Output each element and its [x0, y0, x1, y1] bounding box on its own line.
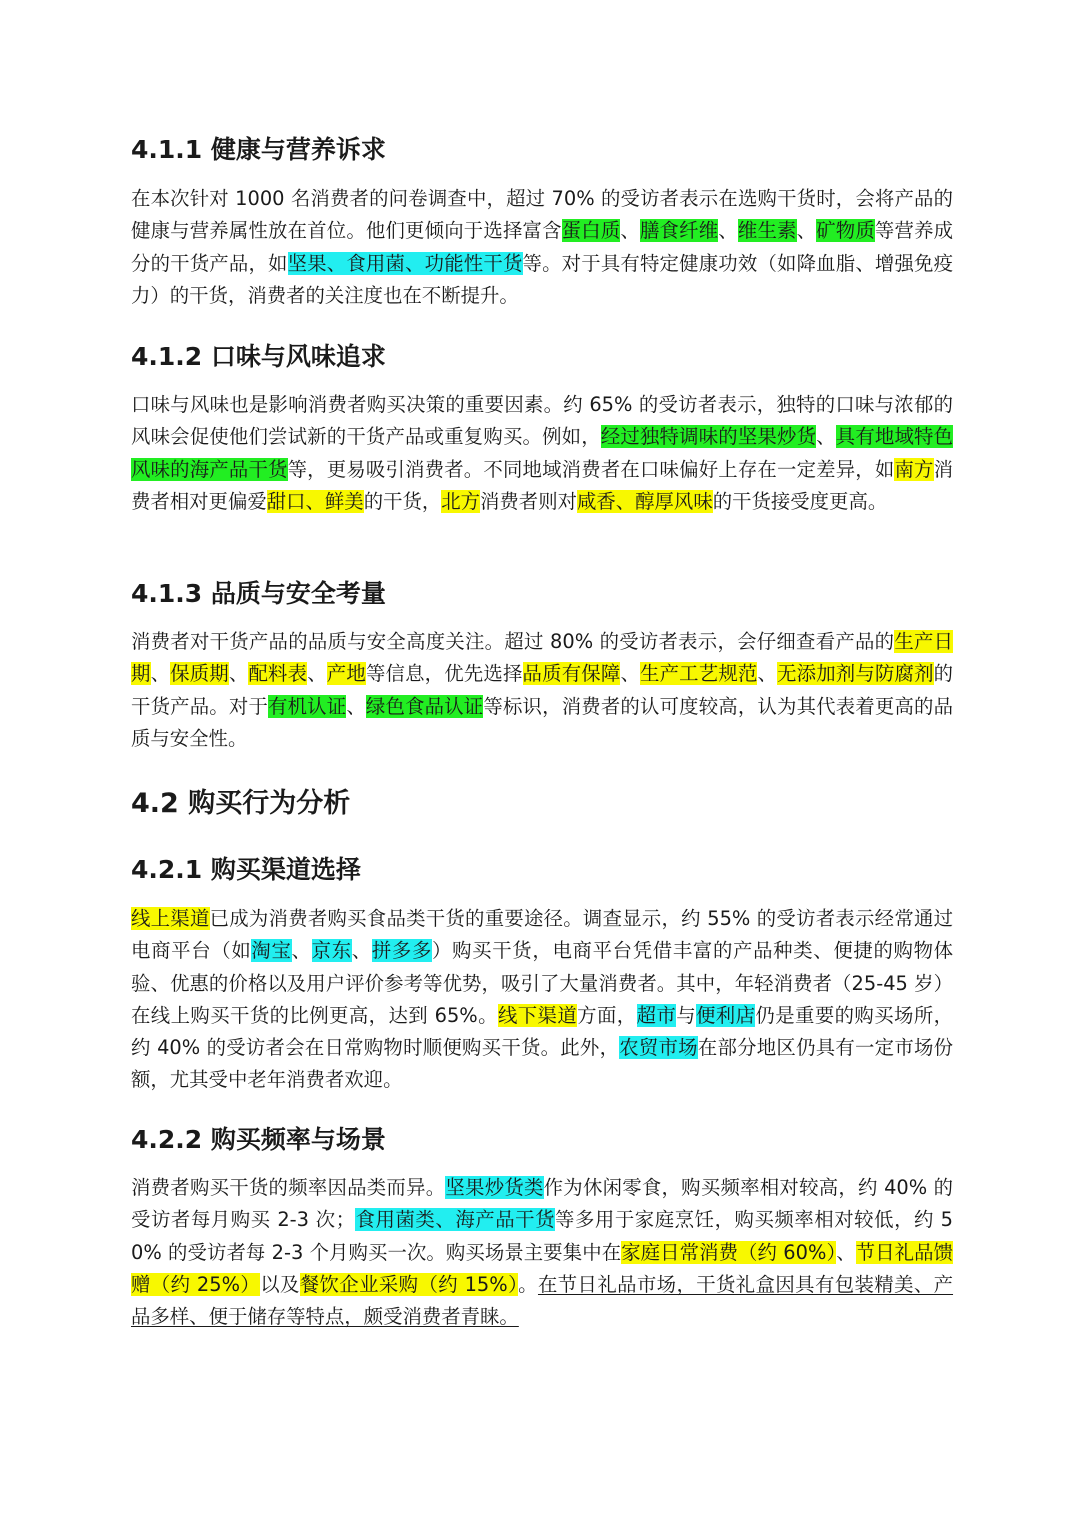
highlighted-term: 经过独特调味的坚果炒货: [600, 425, 817, 449]
section-heading-4-1-1: 4.1.1 健康与营养诉求: [131, 135, 386, 164]
section-paragraph-4-2-2: [131, 1172, 953, 1333]
highlighted-term: 咸香、醇厚风味: [576, 489, 713, 513]
text-run: 、: [307, 662, 327, 686]
highlighted-term: 矿物质: [816, 219, 875, 243]
text-run: 等营养成分的干货产品，如: [131, 219, 954, 275]
text-run: 、: [291, 939, 312, 963]
text-run: 方面，: [577, 1003, 637, 1027]
section-heading-4-1-3: 4.1.3 品质与安全考量: [131, 579, 386, 608]
text-run: 、: [228, 662, 249, 686]
highlighted-term: 拼多多: [371, 939, 433, 963]
text-run: 、: [757, 662, 778, 686]
highlighted-term: 无添加剂与防腐剂: [777, 662, 934, 686]
text-run: 作为休闲零食，购买频率相对较高，约 40% 的受访者每月购买 2-3 次；: [131, 1176, 954, 1232]
highlighted-term: 餐饮企业采购（约 15%）: [299, 1272, 519, 1296]
highlighted-term: 产地: [326, 662, 366, 686]
highlighted-term: 南方: [894, 457, 934, 481]
section-paragraph-4-2-1: [131, 903, 953, 1097]
text-run: 。: [518, 1272, 538, 1296]
highlighted-term: 有机认证: [268, 694, 347, 718]
highlighted-term: 线下渠道: [497, 1003, 578, 1027]
text-run: 、: [796, 219, 817, 243]
text-run: 在部分地区仍具有一定市场份额，尤其受中老年消费者欢迎。: [131, 1036, 954, 1092]
text-run: 等。对于具有特定健康功效（如降血脂、增强免疫力）的干货，消费者的关注度也在不断提升。: [131, 251, 954, 307]
highlighted-term: 北方: [441, 489, 481, 513]
section-heading-4-2-2: 4.2.2 购买频率与场景: [131, 1125, 386, 1154]
text-run: 消费者购买干货的频率因品类而异。: [131, 1176, 446, 1199]
highlighted-term: 京东: [311, 939, 352, 963]
text-run: 等多用于家庭烹饪，购买频率相对较低，约 50% 的受访者每 2-3 个月购买一次。购买场景主要集中在: [131, 1208, 954, 1264]
text-run: 、: [150, 662, 171, 686]
text-run: 、: [836, 1240, 856, 1264]
highlighted-term: 便利店: [696, 1003, 756, 1027]
section-heading-4-1-2: 4.1.2 口味与风味追求: [131, 342, 386, 371]
text-run: 已成为消费者购买食品类干货的重要途径。调查显示，约 55% 的受访者表示经常通过电商平台（如: [131, 907, 954, 963]
text-run: 消费者相对更偏爱: [131, 457, 954, 513]
text-run: 、: [351, 939, 372, 963]
highlighted-term: 蛋白质: [561, 219, 621, 243]
section-paragraph-4-1-2: [131, 389, 953, 518]
section-heading-4-2: 4.2 购买行为分析: [131, 788, 351, 819]
highlighted-term: 淘宝: [251, 939, 292, 963]
text-run: 的干货接受度更高。: [712, 489, 888, 513]
text-run: 、: [816, 425, 836, 449]
text-run: 等信息，优先选择: [365, 662, 523, 686]
text-run: 以及: [260, 1272, 300, 1296]
highlighted-term: 节日礼品馈赠（约 25%）: [131, 1240, 954, 1296]
text-run: 等，更易吸引消费者。不同地域消费者在口味偏好上存在一定差异，如: [287, 457, 895, 481]
highlighted-term: 具有地域特色风味的海产品干货: [131, 425, 954, 481]
text-run: 的干货产品。对于: [131, 662, 954, 718]
highlighted-term: 超市: [636, 1003, 677, 1027]
underlined-text: 在节日礼品市场，干货礼盒因具有包装精美、产品多样、便于储存等特点，颇受消费者青睐。: [131, 1272, 954, 1329]
text-run: 消费者对干货产品的品质与安全高度关注。超过 80% 的受访者表示，会仔细查看产品的: [131, 630, 895, 653]
highlighted-term: 生产日期: [131, 630, 954, 686]
highlighted-term: 生产工艺规范: [640, 662, 758, 686]
section-heading-4-2-1: 4.2.1 购买渠道选择: [131, 855, 361, 884]
highlighted-term: 坚果炒货类: [445, 1176, 544, 1199]
text-run: 、: [346, 694, 366, 718]
text-run: 、: [718, 219, 738, 243]
text-run: 口味与风味也是影响消费者购买决策的重要因素。约 65% 的受访者表示，独特的口味与浓郁的风味会促使他们尝试新的干货产品或重复购买。例如，: [131, 393, 953, 449]
text-run: 消费者则对: [480, 489, 577, 513]
text-run: ）购买干货，电商平台凭借丰富的产品种类、便捷的购物体验、优惠的价格以及用户评价参考等优势，吸引了大量消费者。其中，年轻消费者（25-45 岁）在线上购买干货的比例更高，达到 65%。: [131, 939, 954, 1027]
highlighted-term: 坚果、食用菌、功能性干货: [287, 251, 523, 275]
text-run: 、: [620, 219, 640, 243]
highlighted-term: 配料表: [248, 662, 308, 686]
text-run: 在本次针对 1000 名消费者的问卷调查中，超过 70% 的受访者表示在选购干货时，会将产品的健康与营养属性放在首位。他们更倾向于选择富含: [131, 187, 953, 243]
highlighted-term: 线上渠道: [131, 907, 210, 930]
highlighted-term: 绿色食品认证: [365, 694, 484, 718]
highlighted-term: 维生素: [737, 219, 797, 243]
highlighted-term: 甜口、鲜美: [266, 489, 364, 513]
text-run: 与: [676, 1003, 696, 1027]
section-paragraph-4-1-3: [131, 626, 953, 755]
text-run: 等标识，消费者的认可度较高，认为其代表着更高的品质与安全性。: [131, 694, 954, 750]
highlighted-term: 食用菌类、海产品干货: [355, 1208, 556, 1232]
highlighted-term: 家庭日常消费（约 60%）: [621, 1240, 837, 1264]
text-run: 仍是重要的购买场所，约 40% 的受访者会在日常购物时顺便购买干货。此外，: [131, 1003, 954, 1060]
text-run: 、: [620, 662, 641, 686]
text-run: 的干货，: [363, 489, 442, 513]
highlighted-term: 膳食纤维: [639, 219, 719, 243]
highlighted-term: 品质有保障: [522, 662, 621, 686]
highlighted-term: 农贸市场: [619, 1036, 698, 1060]
highlighted-term: 保质期: [170, 662, 229, 686]
section-paragraph-4-1-1: [131, 183, 953, 312]
